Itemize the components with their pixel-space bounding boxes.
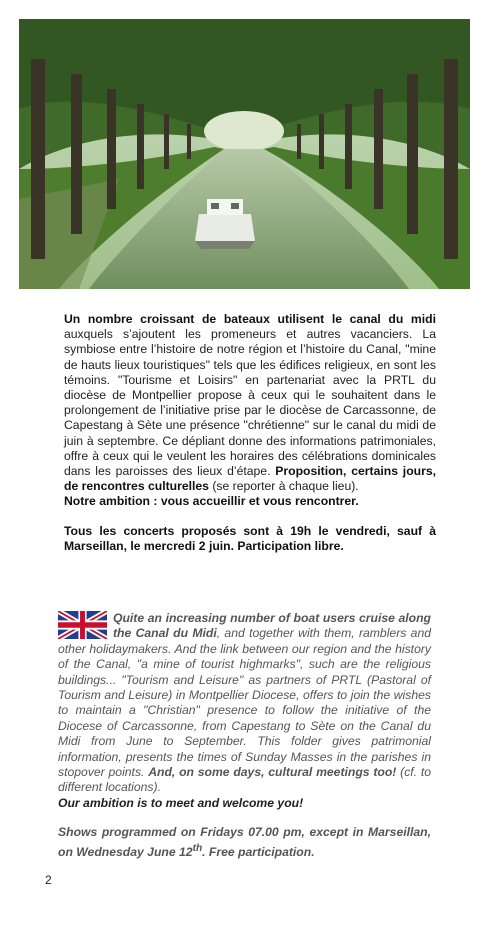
french-ambition-text: : vous accueillir et vous rencontrer. bbox=[153, 494, 359, 509]
page-number: 2 bbox=[45, 873, 52, 887]
english-lead: Quite an increasing number of boat users cruise along the Canal du Midi bbox=[113, 611, 431, 641]
french-lead: Un nombre croissant de bateaux utilisent le canal du midi bbox=[64, 312, 436, 326]
french-paragraph bbox=[64, 312, 436, 510]
english-cultural: And, on some days, cultural meetings too! bbox=[148, 765, 397, 780]
french-proposition-note: (se reporter à chaque lieu). bbox=[212, 479, 359, 494]
french-proposition: Proposition, certains jours, de rencontres culturelles bbox=[64, 464, 436, 494]
english-paragraph bbox=[58, 611, 431, 811]
french-concerts: Tous les concerts proposés sont à 19h le vendredi, sauf à Marseillan, le mercredi 2 juin. Participation libre. bbox=[64, 523, 436, 553]
canal-photo bbox=[19, 19, 470, 289]
english-shows-text: Shows programmed on Fridays 07.00 pm, except in Marseillan, on Wednesday June 12 bbox=[58, 825, 431, 859]
english-shows bbox=[58, 825, 431, 860]
english-shows-sup: th bbox=[192, 842, 203, 854]
french-ambition-label: Notre ambition bbox=[64, 494, 150, 509]
english-shows-end: . Free participation. bbox=[202, 844, 315, 859]
english-ambition: Our ambition is to meet and welcome you! bbox=[58, 795, 304, 810]
english-cultural-note: (cf. to different locations). bbox=[58, 765, 432, 795]
french-body: auxquels s’ajoutent les promeneurs et autres vacanciers. La symbiose entre l’histoire de notre région et l’histoire du Canal, "mine de hauts lieux touristiques" tels que les édifices religieux, en sont les témoins. "Tourisme et Loisirs" en partenariat avec la PRTL du diocèse de Montpellier propose à ceux qui le souhaitent dans le prolongement de l’initiative prise par le diocèse de Carcassonne, de Capestang à Sète une présence "chrétienne" sur le canal du midi de juin à septembre. Ce dépliant donne des informations patrimoniales, offre à ceux qui le veulent les horaires des célébrations dominicales dans les paroisses des lieux d’étape. bbox=[64, 327, 436, 479]
french-text-block bbox=[64, 312, 436, 554]
english-body: , and together with them, ramblers and other holidaymakers. And the link between our region and the history of the Canal, "a mine of tourist highmarks", such are the religious buildings... "Tourism and Leisure" as partners of PRTL (Pastoral of Tourism and Leisure) in Montpellier Diocese, offers to join the wishes to maintain a "Christian" presence to follow the initiative of the Diocese of Carcassonne, from Capestang to Sète on the Canal du Midi from June to September. This folder gives patrimonial information, presents the times of Sunday Masses in the parishes in stopover points. bbox=[58, 626, 432, 780]
uk-flag-icon bbox=[58, 611, 107, 639]
english-text-block bbox=[58, 611, 431, 860]
